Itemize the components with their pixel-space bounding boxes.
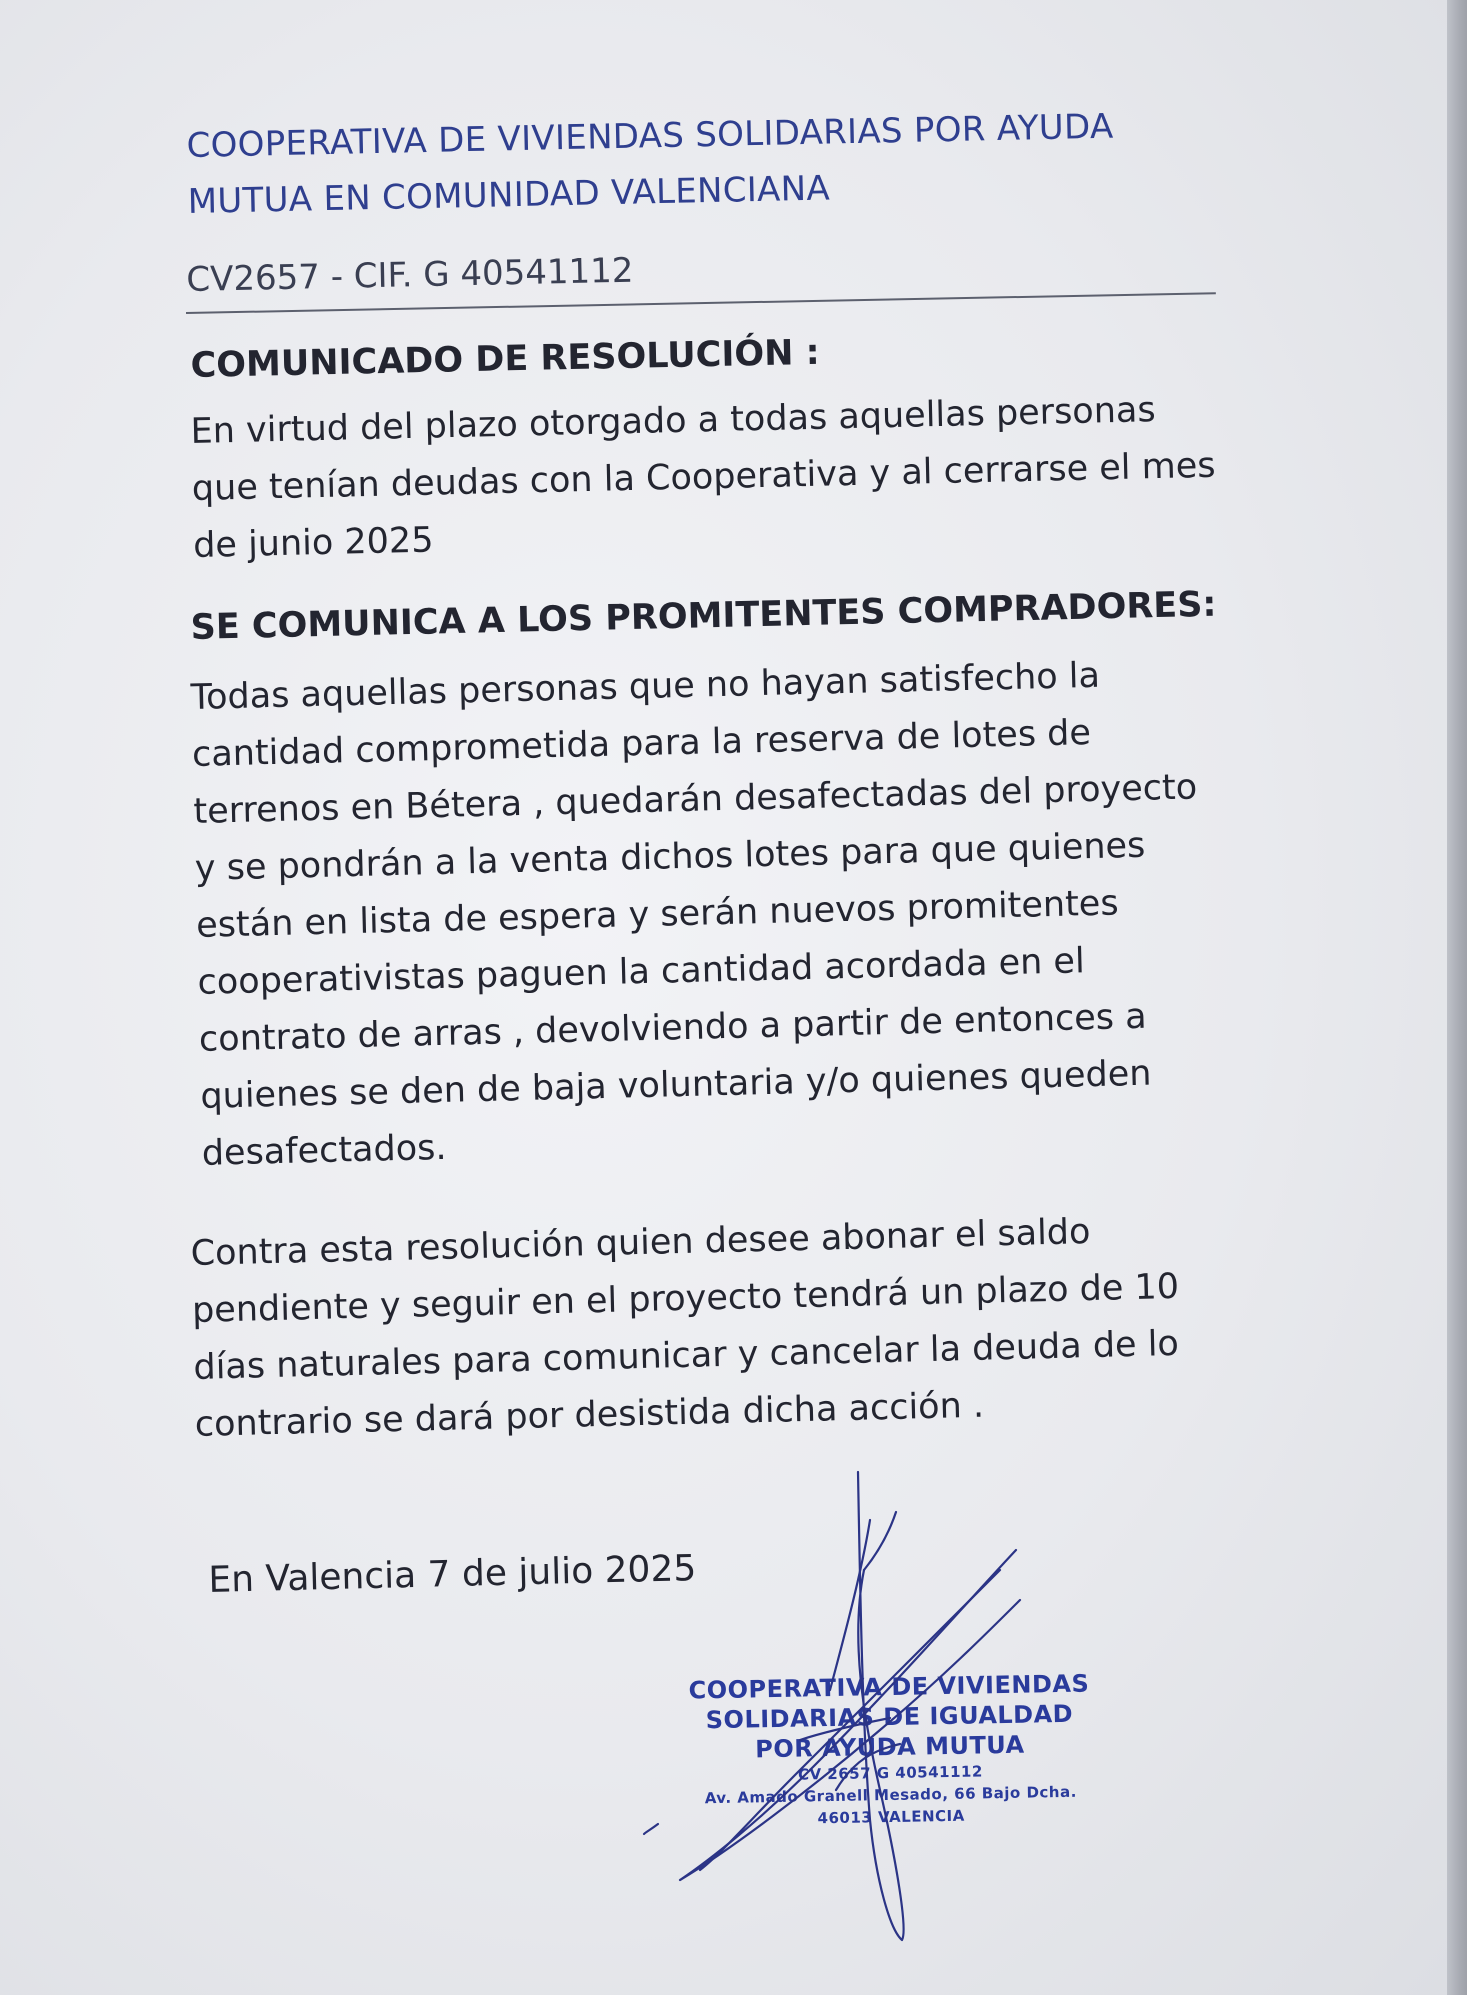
org-name-line-1: COOPERATIVA DE VIVIENDAS SOLIDARIAS POR AYUDA <box>186 106 1114 166</box>
notice-heading-text: COMUNICADO DE RESOLUCIÓN : <box>190 332 821 386</box>
intro-line: que tenían deudas con la Cooperativa y al cerrarse el mes <box>191 445 1216 509</box>
paragraph-line: Contra esta resolución quien desee abonar el saldo <box>190 1212 1091 1274</box>
stamp-line-4: CV 2657 G 40541112 <box>797 1762 983 1784</box>
resolution-paragraph-2 <box>190 1201 1235 1454</box>
paragraph-line: contrario se dará por desistida dicha acción . <box>194 1385 985 1445</box>
paragraph-line: terrenos en Bétera , quedarán desafectadas del proyecto <box>192 767 1198 832</box>
paragraph-line: cooperativistas paguen la cantidad acordada en el <box>197 941 1086 1003</box>
stamp-line-5: Av. Amado Granell Mesado, 66 Bajo Dcha. <box>704 1782 1077 1808</box>
cooperative-stamp <box>669 1668 1112 1832</box>
intro-line: En virtud del plazo otorgado a todas aquellas personas <box>190 390 1157 452</box>
paragraph-line: están en lista de espera y serán nuevos promitentes <box>195 883 1120 946</box>
paragraph-line: desafectados. <box>201 1127 447 1174</box>
page-edge-shadow <box>1447 0 1467 1995</box>
intro-paragraph <box>190 380 1234 575</box>
paragraph-line: Todas aquellas personas que no hayan satisfecho la <box>190 655 1101 718</box>
stamp-line-3: POR AYUDA MUTUA <box>755 1730 1025 1764</box>
paragraph-line: días naturales para comunicar y cancelar la deuda de lo <box>192 1323 1180 1388</box>
paragraph-line: quienes se den de baja voluntaria y/o quienes queden <box>199 1053 1152 1117</box>
paragraph-line: contrato de arras , devolviendo a partir de entonces a <box>198 996 1148 1060</box>
intro-line: de junio 2025 <box>192 520 434 566</box>
resolution-paragraph-1 <box>190 645 1242 1183</box>
stamp-line-1: COOPERATIVA DE VIVIENDAS <box>688 1669 1090 1705</box>
org-name-line-2: MUTUA EN COMUNIDAD VALENCIANA <box>187 168 831 222</box>
notice-subheading <box>190 576 1231 657</box>
paragraph-line: cantidad comprometida para la reserva de lotes de <box>191 713 1092 775</box>
paragraph-line: y se pondrán a la venta dichos lotes para que quienes <box>194 825 1146 889</box>
cif-number: CV2657 - CIF. G 40541112 <box>186 250 634 300</box>
paragraph-line: pendiente y seguir en el proyecto tendrá un plazo de 10 <box>191 1266 1180 1331</box>
notice-subheading-text: SE COMUNICA A LOS PROMITENTES COMPRADORES: <box>190 584 1217 648</box>
place-and-date: En Valencia 7 de julio 2025 <box>208 1548 697 1601</box>
organization-header <box>186 96 1218 230</box>
stamp-line-6: 46013 VALENCIA <box>817 1806 965 1828</box>
stamp-line-2: SOLIDARIAS DE IGUALDAD <box>705 1699 1074 1735</box>
